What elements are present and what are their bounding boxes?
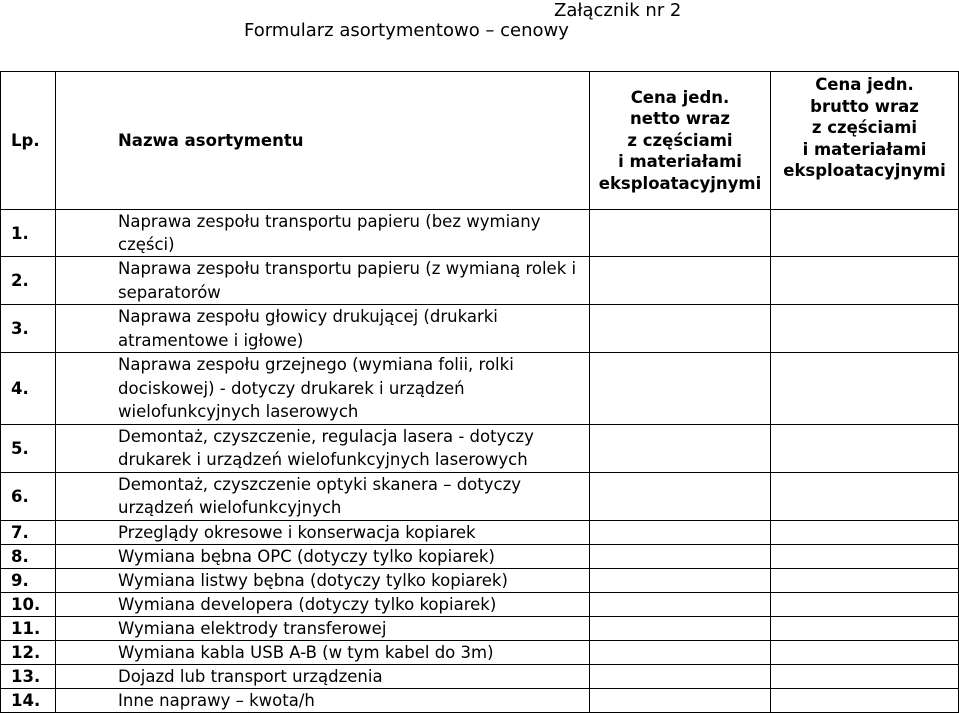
table-row — [1, 688, 959, 712]
netto-price-cell[interactable] — [590, 544, 771, 568]
price-table — [0, 71, 959, 713]
row-name: Demontaż, czyszczenie optyki skanera – dotyczy urządzeń wielofunkcyjnych — [56, 472, 590, 520]
netto-price-cell[interactable] — [590, 688, 771, 712]
row-lp: 4. — [1, 353, 56, 425]
row-name: Naprawa zespołu transportu papieru (bez wymiany części) — [56, 210, 590, 257]
header-brutto-line: Cena jedn. — [815, 75, 914, 94]
table-row — [1, 353, 959, 425]
brutto-price-cell[interactable] — [771, 520, 959, 544]
header-netto-line: netto wraz — [630, 109, 730, 129]
header-lp: Lp. — [1, 72, 56, 210]
netto-price-cell[interactable] — [590, 520, 771, 544]
row-lp: 5. — [1, 424, 56, 472]
brutto-price-cell[interactable] — [771, 568, 959, 592]
brutto-price-cell[interactable] — [771, 592, 959, 616]
row-lp: 6. — [1, 472, 56, 520]
table-row — [1, 424, 959, 472]
brutto-price-cell[interactable] — [771, 353, 959, 425]
row-lp: 14. — [1, 688, 56, 712]
row-name: Przeglądy okresowe i konserwacja kopiarek — [56, 520, 590, 544]
row-lp: 3. — [1, 305, 56, 353]
row-name: Wymiana listwy bębna (dotyczy tylko kopiarek) — [56, 568, 590, 592]
brutto-price-cell[interactable] — [771, 688, 959, 712]
netto-price-cell[interactable] — [590, 568, 771, 592]
row-lp: 1. — [1, 210, 56, 257]
table-row — [1, 616, 959, 640]
netto-price-cell[interactable] — [590, 353, 771, 425]
table-row — [1, 664, 959, 688]
row-lp: 9. — [1, 568, 56, 592]
netto-price-cell[interactable] — [590, 210, 771, 257]
netto-price-cell[interactable] — [590, 305, 771, 353]
brutto-price-cell[interactable] — [771, 544, 959, 568]
brutto-price-cell[interactable] — [771, 664, 959, 688]
row-name: Naprawa zespołu transportu papieru (z wymianą rolek i separatorów — [56, 257, 590, 305]
netto-price-cell[interactable] — [590, 640, 771, 664]
brutto-price-cell[interactable] — [771, 424, 959, 472]
header-netto-line: Cena jedn. — [630, 87, 730, 107]
row-name: Wymiana bębna OPC (dotyczy tylko kopiarek) — [56, 544, 590, 568]
table-row — [1, 305, 959, 353]
table-row — [1, 544, 959, 568]
header-netto-line: eksploatacyjnymi — [598, 173, 762, 193]
row-lp: 13. — [1, 664, 56, 688]
row-lp: 8. — [1, 544, 56, 568]
table-row — [1, 592, 959, 616]
row-name: Wymiana developera (dotyczy tylko kopiarek) — [56, 592, 590, 616]
header-name: Nazwa asortymentu — [56, 72, 590, 210]
row-lp: 10. — [1, 592, 56, 616]
row-name: Wymiana elektrody transferowej — [56, 616, 590, 640]
header-netto-line: i materiałami — [618, 152, 742, 172]
brutto-price-cell[interactable] — [771, 210, 959, 257]
row-lp: 7. — [1, 520, 56, 544]
table-row — [1, 210, 959, 257]
brutto-price-cell[interactable] — [771, 640, 959, 664]
header-brutto-line: eksploatacyjnymi — [783, 161, 946, 180]
netto-price-cell[interactable] — [590, 424, 771, 472]
header-brutto-line: z częściami — [811, 118, 918, 137]
table-header-row — [1, 72, 959, 210]
row-lp: 12. — [1, 640, 56, 664]
row-name: Inne naprawy – kwota/h — [56, 688, 590, 712]
row-name: Naprawa zespołu grzejnego (wymiana folii, rolki dociskowej) - dotyczy drukarek i urządzeń wielofunkcyjnych laserowych — [56, 353, 590, 425]
header-brutto-line: brutto wraz — [810, 96, 919, 116]
header-netto-line: z częściami — [627, 130, 733, 150]
row-name: Dojazd lub transport urządzenia — [56, 664, 590, 688]
row-name: Wymiana kabla USB A-B (w tym kabel do 3m) — [56, 640, 590, 664]
table-row — [1, 568, 959, 592]
netto-price-cell[interactable] — [590, 472, 771, 520]
brutto-price-cell[interactable] — [771, 616, 959, 640]
brutto-price-cell[interactable] — [771, 257, 959, 305]
form-title: Formularz asortymentowo – cenowy — [244, 20, 569, 41]
netto-price-cell[interactable] — [590, 592, 771, 616]
table-row — [1, 472, 959, 520]
header-netto — [590, 72, 771, 210]
row-lp: 2. — [1, 257, 56, 305]
netto-price-cell[interactable] — [590, 257, 771, 305]
netto-price-cell[interactable] — [590, 664, 771, 688]
header-brutto — [771, 72, 959, 210]
table-row — [1, 257, 959, 305]
table-row — [1, 640, 959, 664]
header-brutto-line: i materiałami — [802, 139, 927, 159]
row-lp: 11. — [1, 616, 56, 640]
annex-label: Załącznik nr 2 — [554, 0, 682, 21]
row-name: Demontaż, czyszczenie, regulacja lasera - dotyczy drukarek i urządzeń wielofunkcyjnych laserowych — [56, 424, 590, 472]
row-name: Naprawa zespołu głowicy drukującej (drukarki atramentowe i igłowe) — [56, 305, 590, 353]
netto-price-cell[interactable] — [590, 616, 771, 640]
brutto-price-cell[interactable] — [771, 472, 959, 520]
table-row — [1, 520, 959, 544]
brutto-price-cell[interactable] — [771, 305, 959, 353]
